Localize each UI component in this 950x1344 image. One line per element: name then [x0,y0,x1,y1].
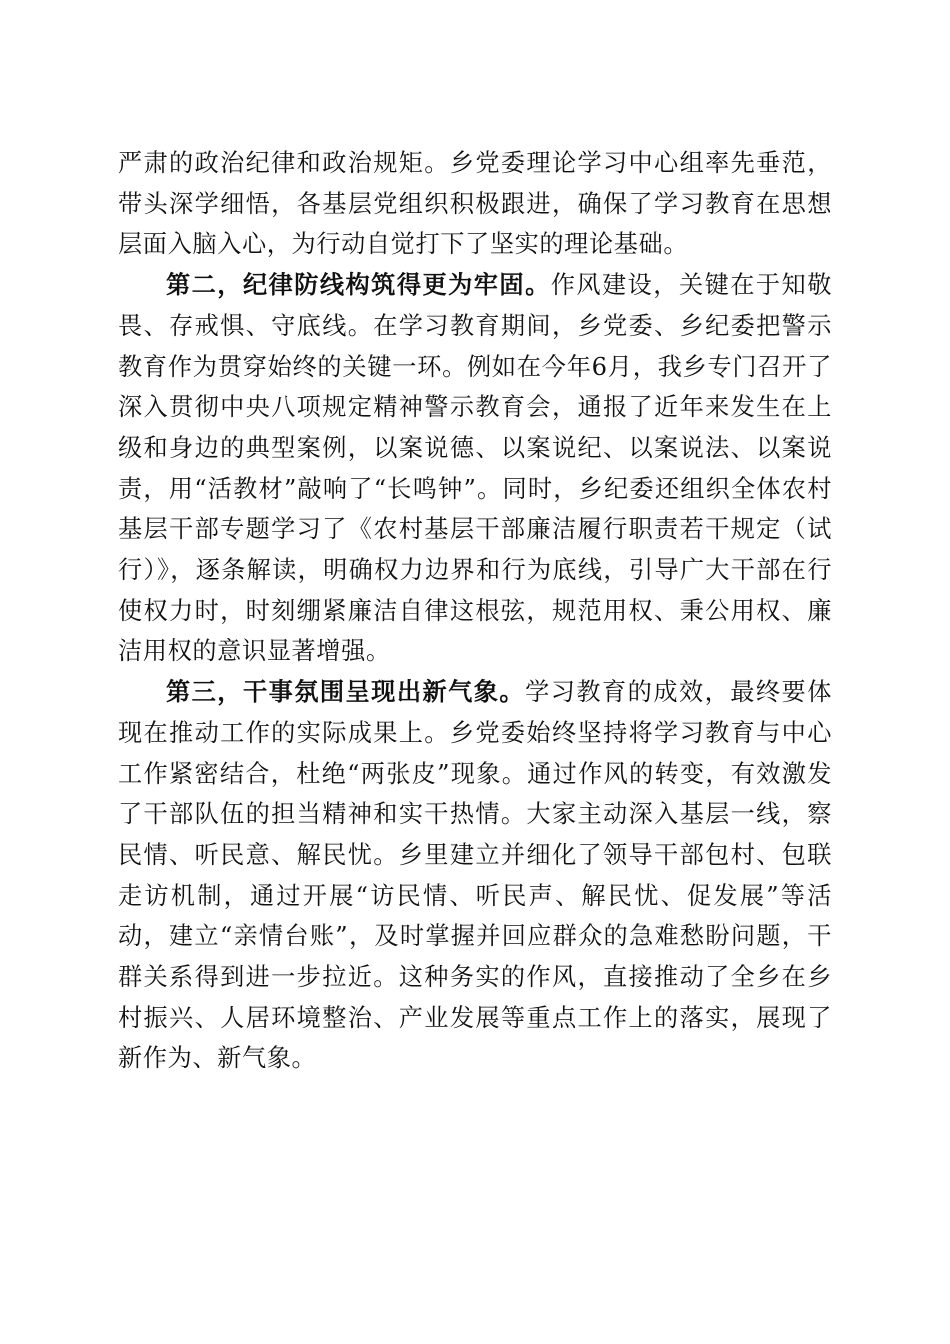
paragraph-lead: 第二，纪律防线构筑得更为牢固。 [166,270,551,300]
paragraph-lead: 第三，干事氛围呈现出新气象。 [166,677,526,707]
paragraph-continuation [118,143,832,265]
paragraph-text: 作风建设，关键在于知敬畏、存戒惧、守底线。在学习教育期间，乡党委、乡纪委把警示教育作为贯穿始终的关键一环。例如在今年6月，我乡专门召开了深入贯彻中央八项规定精神警示教育会，通报了近年来发生在上级和身边的典型案例，以案说德、以案说纪、以案说法、以案说责，用“活教材”敲响了“长鸣钟”。同时，乡纪委还组织全体农村基层干部专题学习了《农村基层干部廉洁履行职责若干规定（试行）》，逐条解读，明确权力边界和行为底线，引导广大干部在行使权力时，时刻绷紧廉洁自律这根弦，规范用权、秉公用权、廉洁用权的意识显著增强。 [118,271,832,666]
paragraph-atmosphere [118,672,832,1079]
document-body [118,143,832,1079]
paragraph-discipline [118,265,832,672]
paragraph-text: 学习教育的成效，最终要体现在推动工作的实际成果上。乡党委始终坚持将学习教育与中心工作紧密结合，杜绝“两张皮”现象。通过作风的转变，有效激发了干部队伍的担当精神和实干热情。大家主动深入基层一线，察民情、听民意、解民忧。乡里建立并细化了领导干部包村、包联走访机制，通过开展“访民情、听民声、解民忧、促发展”等活动，建立“亲情台账”，及时掌握并回应群众的急难愁盼问题，干群关系得到进一步拉近。这种务实的作风，直接推动了全乡在乡村振兴、人居环境整治、产业发展等重点工作上的落实，展现了新作为、新气象。 [118,678,832,1073]
paragraph-text: 严肃的政治纪律和政治规矩。乡党委理论学习中心组率先垂范，带头深学细悟，各基层党组织积极跟进，确保了学习教育在思想层面入脑入心，为行动自觉打下了坚实的理论基础。 [118,149,832,259]
